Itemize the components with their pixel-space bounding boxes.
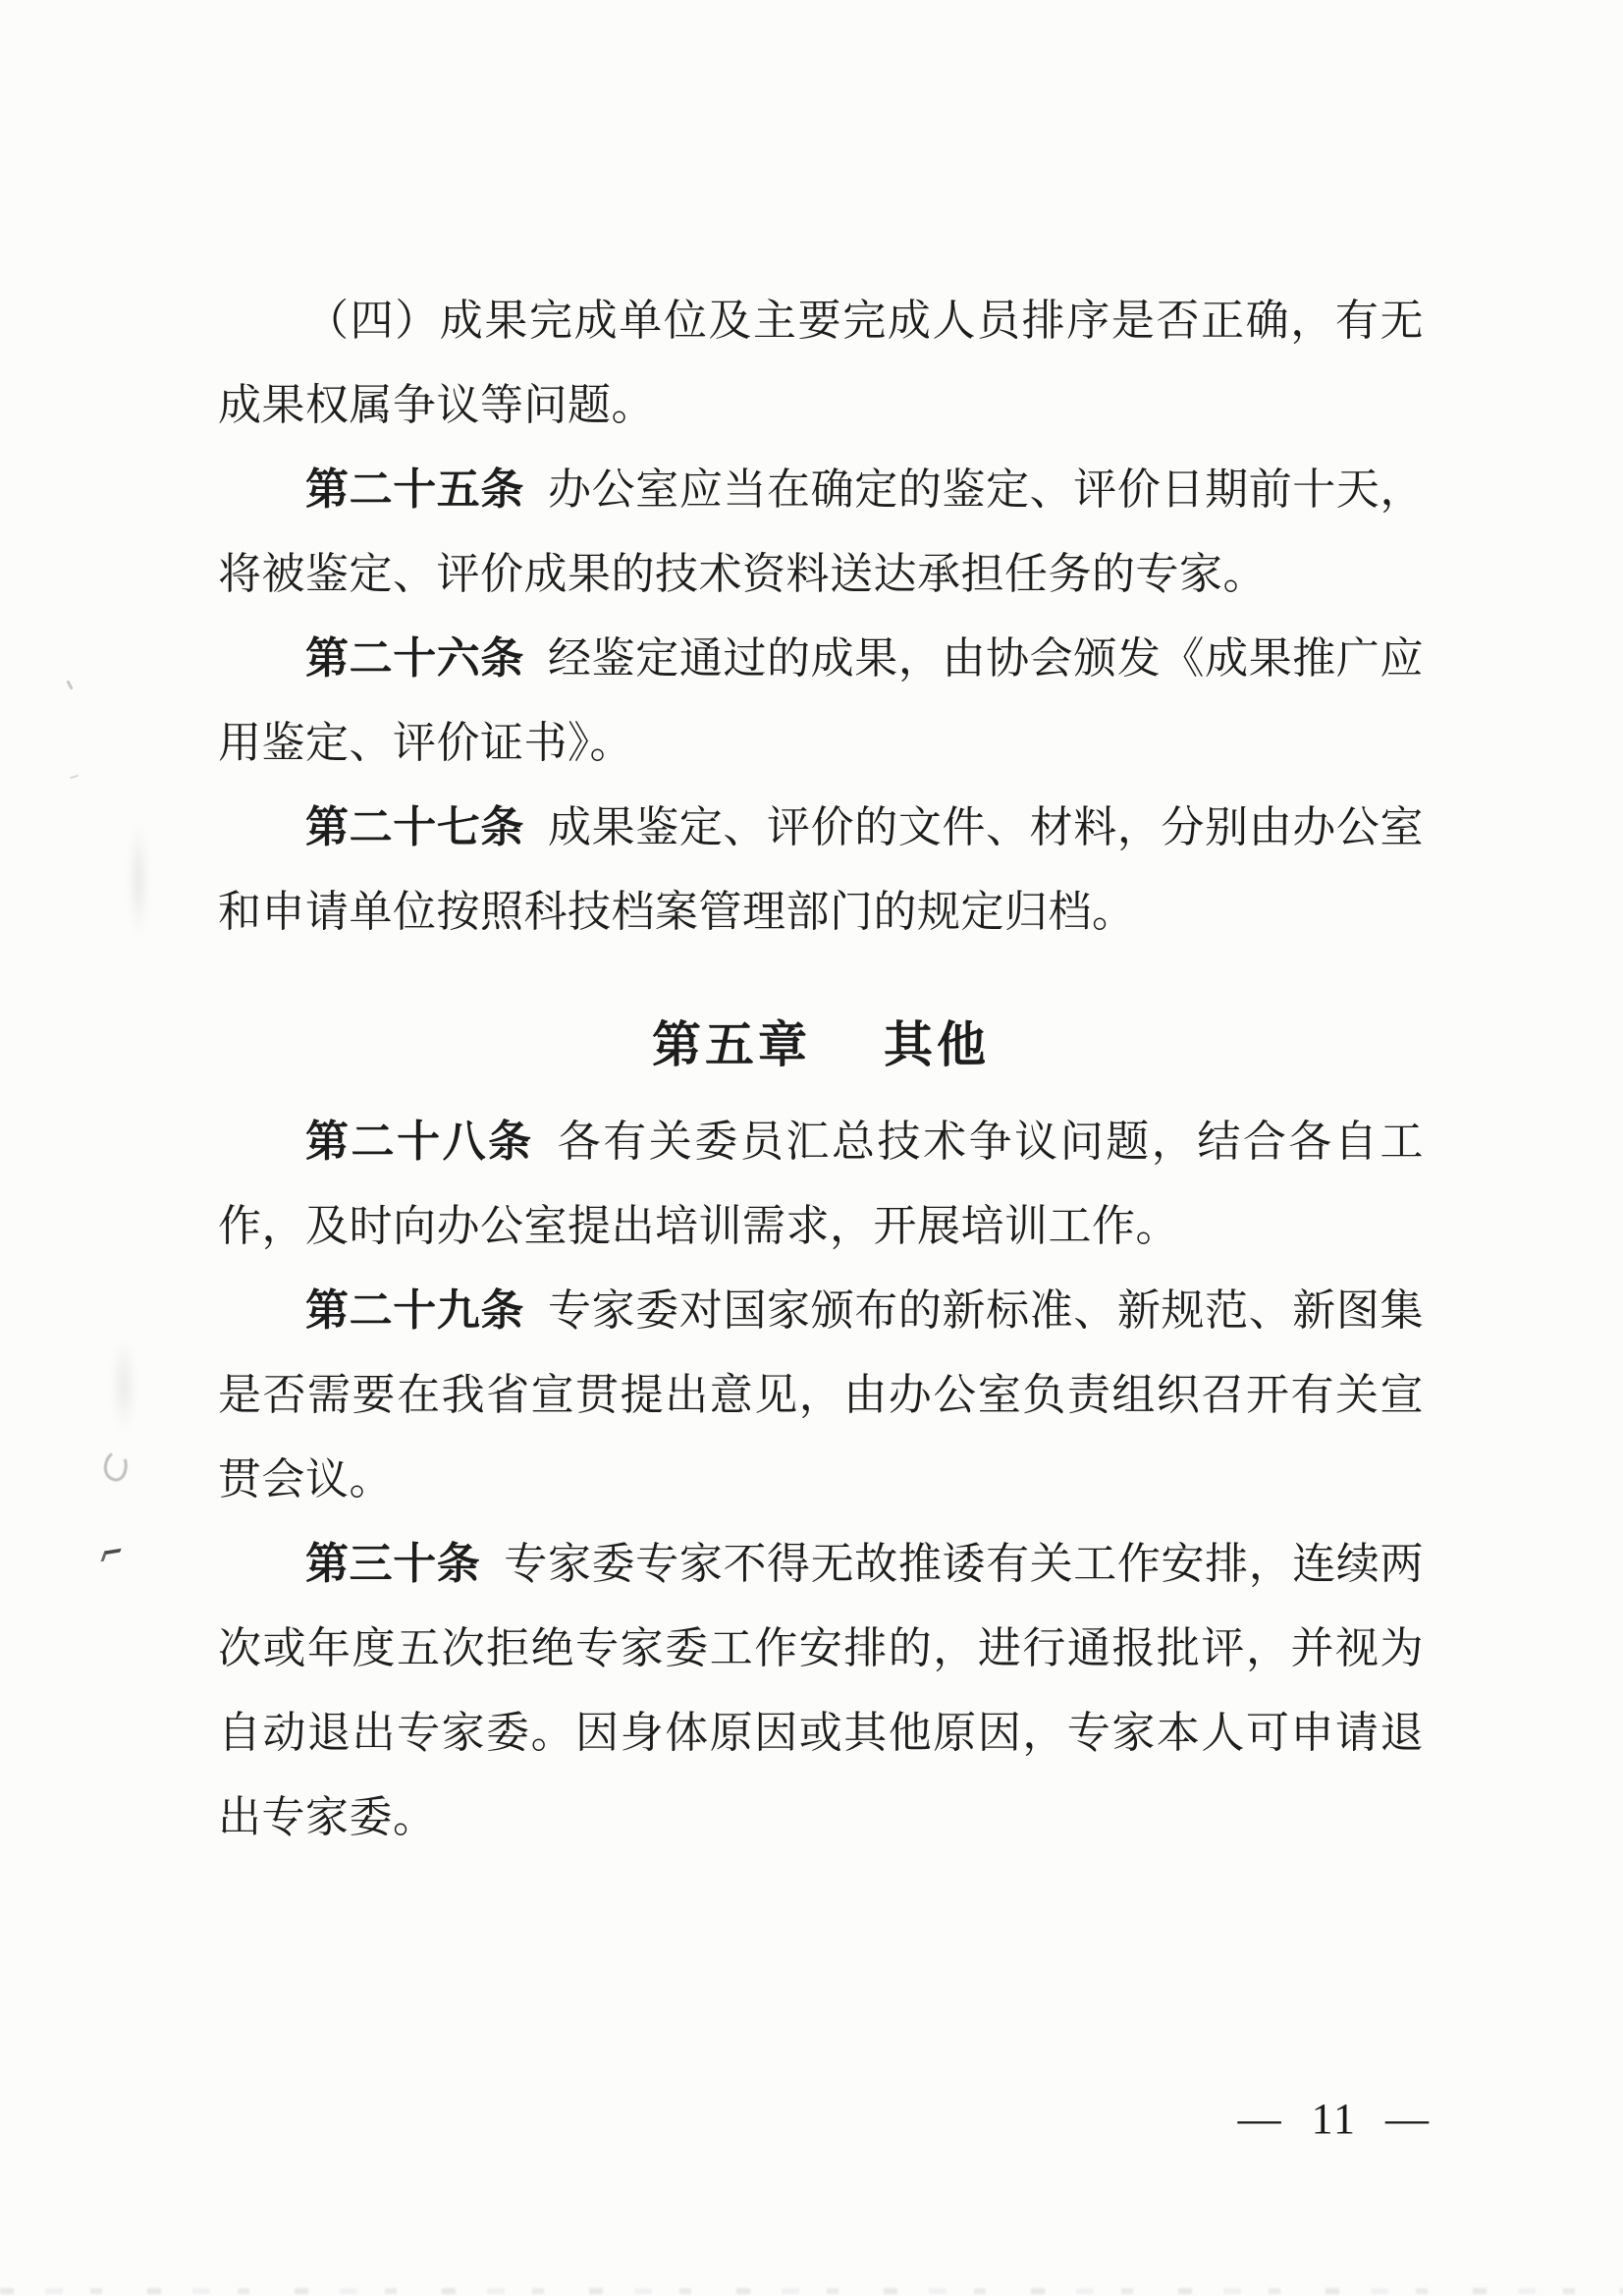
chapter-title: 其他 — [884, 1017, 990, 1072]
scan-artifact-edge — [0, 2288, 1623, 2294]
paragraph-article-27 — [218, 786, 1424, 955]
paragraph-text: 经鉴定通过的成果，由协会颁发《成果推广应用鉴定、评价证书》。 — [218, 634, 1425, 767]
chapter-heading — [218, 998, 1424, 1092]
paragraph-article-28 — [218, 1100, 1424, 1269]
paragraph-text: 成果鉴定、评价的文件、材料，分别由办公室和申请单位按照科技档案管理部门的规定归档。 — [218, 803, 1425, 936]
article-number: 第二十九条 — [305, 1286, 525, 1335]
paragraph-text: 各有关委员汇总技术争议问题，结合各自工作，及时向办公室提出培训需求，开展培训工作。 — [218, 1118, 1424, 1250]
paragraph-text: 办公室应当在确定的鉴定、评价日期前十天，将被鉴定、评价成果的技术资料送达承担任务的专家。 — [218, 465, 1425, 598]
paragraph-text: （四）成果完成单位及主要完成人员排序是否正确，有无成果权属争议等问题。 — [218, 297, 1424, 429]
article-number: 第三十条 — [305, 1540, 481, 1588]
scan-artifact-spot — [70, 775, 79, 780]
paragraph-article-25 — [218, 448, 1424, 617]
scan-artifact-mark — [100, 1549, 121, 1562]
document-body — [218, 279, 1424, 1860]
page-number: — 11 — — [1237, 2095, 1431, 2143]
paragraph-article-29 — [218, 1269, 1424, 1522]
scan-artifact-spot — [66, 680, 73, 689]
article-number: 第二十八条 — [305, 1118, 534, 1166]
scan-artifact-smudge — [124, 803, 153, 957]
scan-artifact-smudge — [106, 1322, 141, 1449]
article-number: 第二十五条 — [305, 465, 525, 514]
paragraph-clause-4 — [218, 279, 1424, 448]
paragraph-article-26 — [218, 617, 1424, 786]
paragraph-article-30 — [218, 1522, 1424, 1860]
paragraph-text: 专家委专家不得无故推诿有关工作安排，连续两次或年度五次拒绝专家委工作安排的，进行通报批评，并视为自动退出专家委。因身体原因或其他原因，专家本人可申请退出专家委。 — [218, 1540, 1425, 1841]
article-number: 第二十七条 — [305, 803, 525, 851]
scan-artifact-mark — [100, 1449, 132, 1484]
chapter-number: 第五章 — [652, 1017, 811, 1072]
paragraph-text: 专家委对国家颁布的新标准、新规范、新图集是否需要在我省宣贯提出意见，由办公室负责组织召开有关宣贯会议。 — [218, 1286, 1425, 1503]
article-number: 第二十六条 — [305, 634, 525, 683]
